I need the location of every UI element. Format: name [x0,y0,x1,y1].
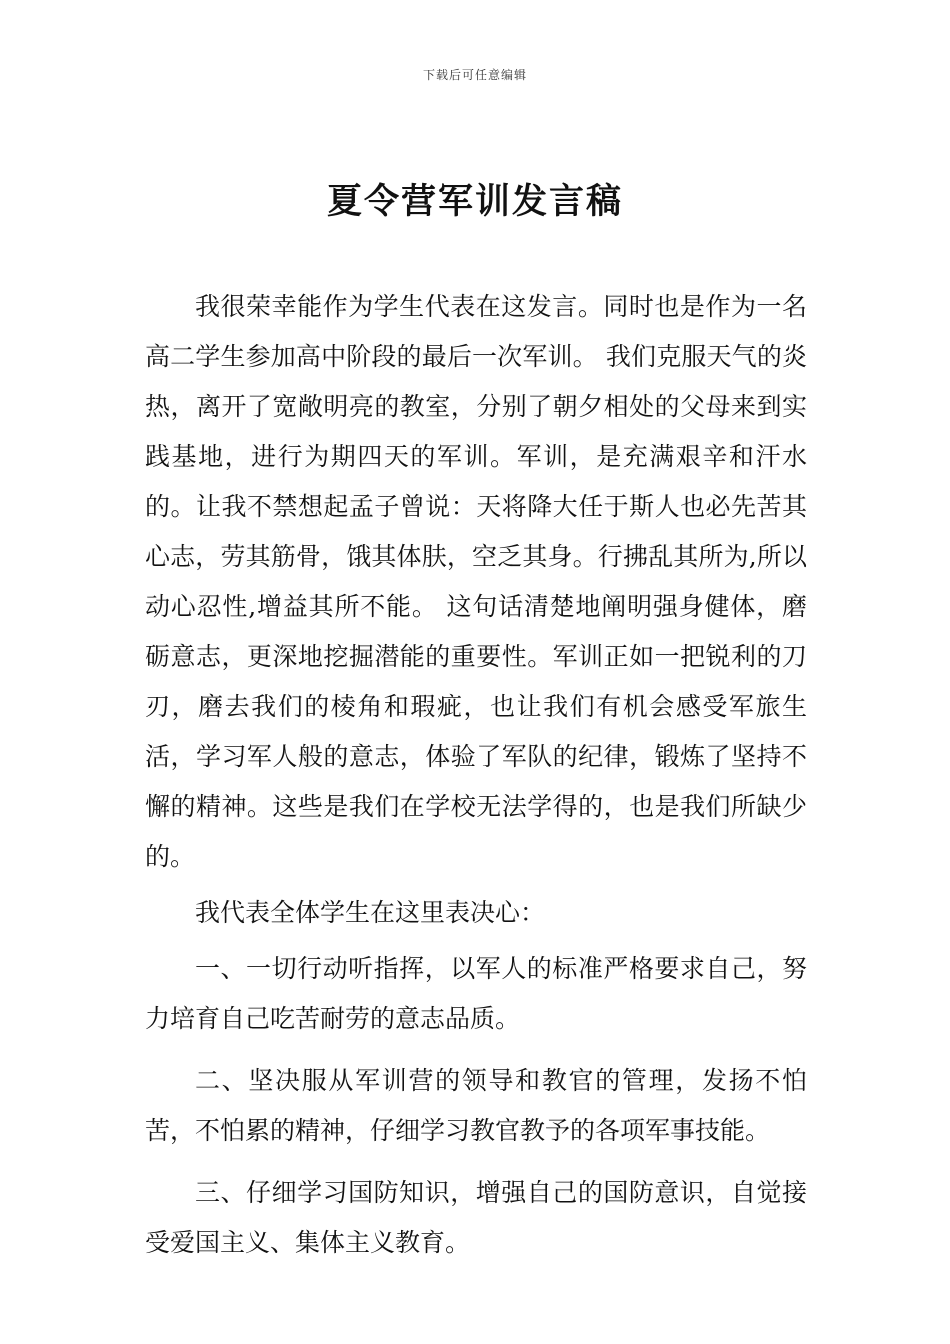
document-title: 夏令营军训发言稿 [326,182,623,222]
paragraph-pledge-two: 二、坚决服从军训营的领导和教官的管理，发扬不怕苦，不怕累的精神，仔细学习教官教予的各项军事技能。 [145,1066,807,1145]
header-note: 下载后可任意编辑 [422,68,527,82]
paragraph-pledge-three: 三、仔细学习国防知识，增强自己的国防意识，自觉接受爱国主义、集体主义教育。 [145,1178,807,1257]
document-body [145,282,807,1268]
paragraph-intro: 我很荣幸能作为学生代表在这发言。同时也是作为一名高二学生参加高中阶段的最后一次军训。 我们克服天气的炎热，离开了宽敞明亮的教室，分别了朝夕相处的父母来到实践基地，进行为期四天的军训。军训，是充满艰辛和汗水的。让我不禁想起孟子曾说：天将降大任于斯人也必先苦其心志，劳其筋骨，饿其体肤，空乏其身。行拂乱其所为,所以动心忍性,增益其所不能。 这句话清楚地阐明强身健体，磨砺意志，更深地挖掘潜能的重要性。军训正如一把锐利的刀刃，磨去我们的棱角和瑕疵，也让我们有机会感受军旅生活，学习军人般的意志，体验了军队的纪律，锻炼了坚持不懈的精神。这些是我们在学校无法学得的，也是我们所缺少的。 [145,292,807,871]
paragraph-pledge-lead: 我代表全体学生在这里表决心： [195,898,546,927]
paragraph-pledge-one: 一、一切行动听指挥，以军人的标准严格要求自己，努力培育自己吃苦耐劳的意志品质。 [145,954,807,1033]
